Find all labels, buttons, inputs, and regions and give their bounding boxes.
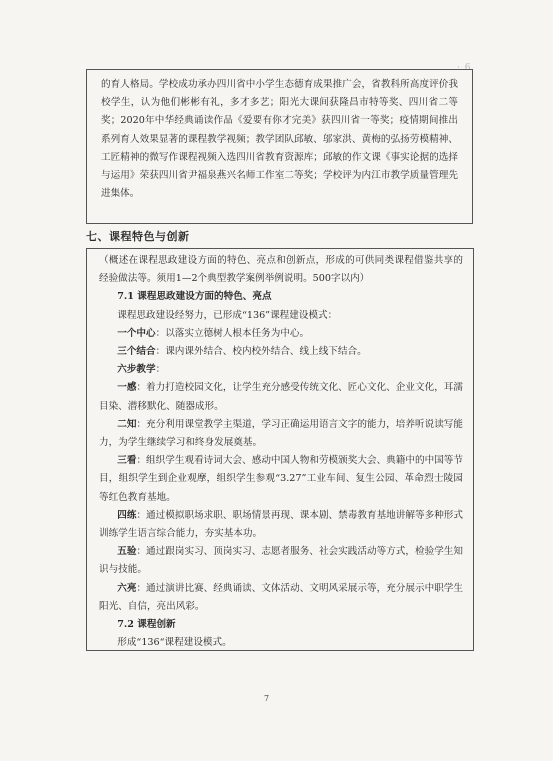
subsection-title-7-2: 7.2 课程创新 [117,619,176,631]
three-combinations-label: 三个结合 [117,346,156,358]
one-center-paragraph [99,325,463,343]
step-text: ：充分利用课堂教学主渠道，学习正确运用语言文字的能力，培养听说读写能力，为学生继续学习和终身发展奠基。 [99,418,464,449]
six-steps-paragraph [99,361,463,379]
step-text: ：通过模拟职场求职、职场情景再现、课本剧、禁毒教育基地讲解等多种形式训练学生语言综合能力，夯实基本功。 [99,509,464,540]
step-paragraph [99,452,463,507]
six-steps-label: 六步教学 [117,364,156,376]
main-text-box [86,248,474,651]
corner-mark: · 6 [457,63,472,73]
step-label: 五验 [117,546,137,558]
page-number: 7 [264,694,270,703]
step-paragraph [99,379,463,415]
one-center-label: 一个中心 [117,327,156,339]
step-text: ：着力打造校园文化，让学生充分感受传统文化、匠心文化、企业文化，耳濡目染、潜移默化、随器成形。 [99,382,464,412]
step-label: 三看 [117,455,137,467]
step-paragraph [99,580,463,616]
intro-paragraph: （概述在课程思政建设方面的特色、亮点和创新点，形成的可供同类课程借鉴共享的经验做法等。须用1—2个典型教学案例举例说明。500字以内） [99,255,463,285]
step-text: ：通过演讲比赛、经典诵读、文体活动、文明风采展示等，充分展示中职学生阳光、自信，亮出风彩。 [99,582,464,612]
innovation-paragraph: 形成“136“课程建设模式。 [117,637,232,649]
step-text: ：通过跟岗实习、顶岗实习、志愿者服务、社会实践活动等方式，检验学生知识与技能。 [99,546,464,576]
step-paragraph [99,543,463,579]
model-paragraph: 课程思政建设经努力，已形成“136”课程建设模式： [117,309,338,321]
top-paragraph: 的育人格局。学校成功承办四川省中小学生态德育成果推广会，省教科所高度评价我校学生，认为他们彬彬有礼，多才多艺；阳光大课间获隆昌市特等奖、四川省二等奖；2020年中华经典诵读作品《爱要有你才完美》获四川省一等奖；疫情期间推出系列育人效果显著的课程教学视频；教学团队邱敏、邬家洪、黄梅的弘扬劳模精神、工匠精神的微写作课程视频入选四川省教育资源库；邱敏的作文课《事实论据的选择与运用》荣获四川省尹福泉燕兴名师工作室二等奖；学校评为内江市教学质量管理先进集体。 [101,79,458,200]
section-heading: 七、课程特色与创新 [86,230,190,243]
subsection-title-7-1: 7.1 课程思政建设方面的特色、亮点 [117,291,272,303]
step-paragraph [99,416,463,452]
one-center-text: ：以落实立德树人根本任务为中心。 [155,327,310,339]
step-label: 二知 [117,418,137,430]
step-label: 六亮 [117,582,137,594]
step-paragraph [99,507,463,543]
top-text-box [86,69,473,224]
step-text: ：组织学生观看诗词大会、感动中国人物和劳模颁奖大会、典籍中的中国等节目，组织学生到企业观摩，组织学生参观“3.27”工业车间、复生公园、革命烈士陵园等红色教育基地。 [99,455,464,503]
step-label: 四练 [117,509,137,521]
step-label: 一感 [117,382,137,394]
six-steps-text: ： [155,364,166,376]
three-combinations-text: ：课内课外结合、校内校外结合、线上线下结合。 [155,346,367,358]
three-combinations-paragraph [99,343,463,361]
